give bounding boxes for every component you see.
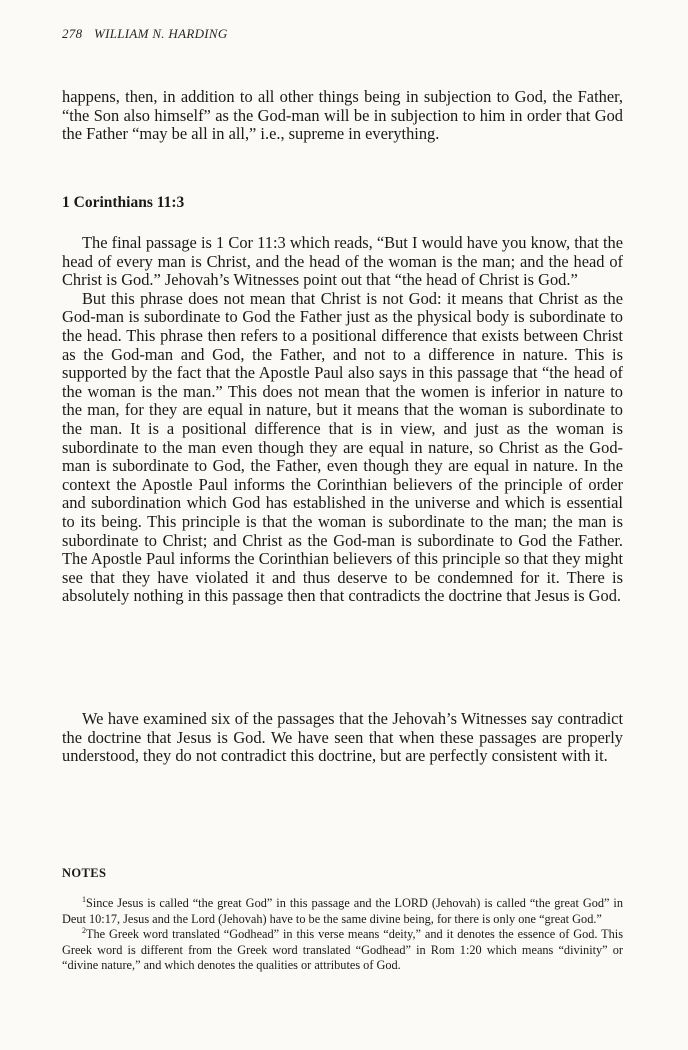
notes-list <box>62 896 623 974</box>
section-heading: 1 Corinthians 11:3 <box>62 194 185 211</box>
section-paragraph-1: The final passage is 1 Cor 11:3 which reads, “But I would have you know, that the head of every man is Christ, and the head of the woman is the man; and the head of Christ is God.” Jehovah’s Witnesses point out that “the head of Christ is God.” <box>62 233 623 290</box>
note-text: Since Jesus is called “the great God” in this passage and the LORD (Jehovah) is called “the great God” in Deut 10:17, Jesus and the Lord (Jehovah) have to be the same divine being, for there is only one “great God.” <box>62 896 623 926</box>
page-number: 278 <box>62 26 83 41</box>
note-item <box>62 927 623 974</box>
note-text: The Greek word translated “Godhead” in this verse means “deity,” and it denotes the essence of God. This Greek word is different from the Greek word translated “Godhead” in Rom 1:20 which means “divinity” or “divine nature,” and which denotes the qualities or attributes of God. <box>62 927 623 973</box>
intro-text-block <box>62 88 623 144</box>
notes-heading: NOTES <box>62 866 107 880</box>
note-marker: 2 <box>82 926 86 936</box>
running-header-author: WILLIAM N. HARDING <box>93 26 228 41</box>
running-header <box>62 26 228 42</box>
section-paragraph-2: But this phrase does not mean that Christ is not God: it means that Christ as the God-man is subordinate to God the Father just as the physical body is subordinate to the head. This phrase then refers to a positional difference that exists between Christ as the God-man and God, the Father, and not to a difference in nature. This is supported by the fact that the Apostle Paul also says in this passage that “the head of the woman is the man.” This does not mean that the women is inferior in nature to the man, for they are equal in nature, but it means that the woman is subordinate to the man. It is a positional difference that is in view, and just as the woman is subordinate to the man even though they are equal in nature, so Christ as the God-man is subordinate to God, the Father, even though they are equal in nature. In the context the Apostle Paul informs the Corinthian believers of the principle of order and subordination which God has established in the universe and which is essential to its being. This principle is that the woman is subordinate to the man; the man is subordinate to Christ; and Christ as the God-man is subordinate to God the Father. The Apostle Paul informs the Corinthian believers of this principle so that they might see that they have violated it and thus deserve to be condemned for it. There is absolutely nothing in this passage then that contradicts the doctrine that Jesus is God. <box>62 288 623 606</box>
section-body <box>62 234 623 606</box>
conclusion-paragraph: We have examined six of the passages that the Jehovah’s Witnesses say contradict the doctrine that Jesus is God. We have seen that when these passages are properly understood, they do not contradict this doctrine, but are perfectly consistent with it. <box>62 709 623 766</box>
intro-paragraph: happens, then, in addition to all other things being in subjection to God, the Father, “the Son also himself” as the God-man will be in subjection to him in order that God the Father “may be all in all,” i.e., supreme in everything. <box>62 87 623 144</box>
note-marker: 1 <box>82 894 86 904</box>
conclusion-text-block <box>62 710 623 766</box>
note-item <box>62 896 623 927</box>
